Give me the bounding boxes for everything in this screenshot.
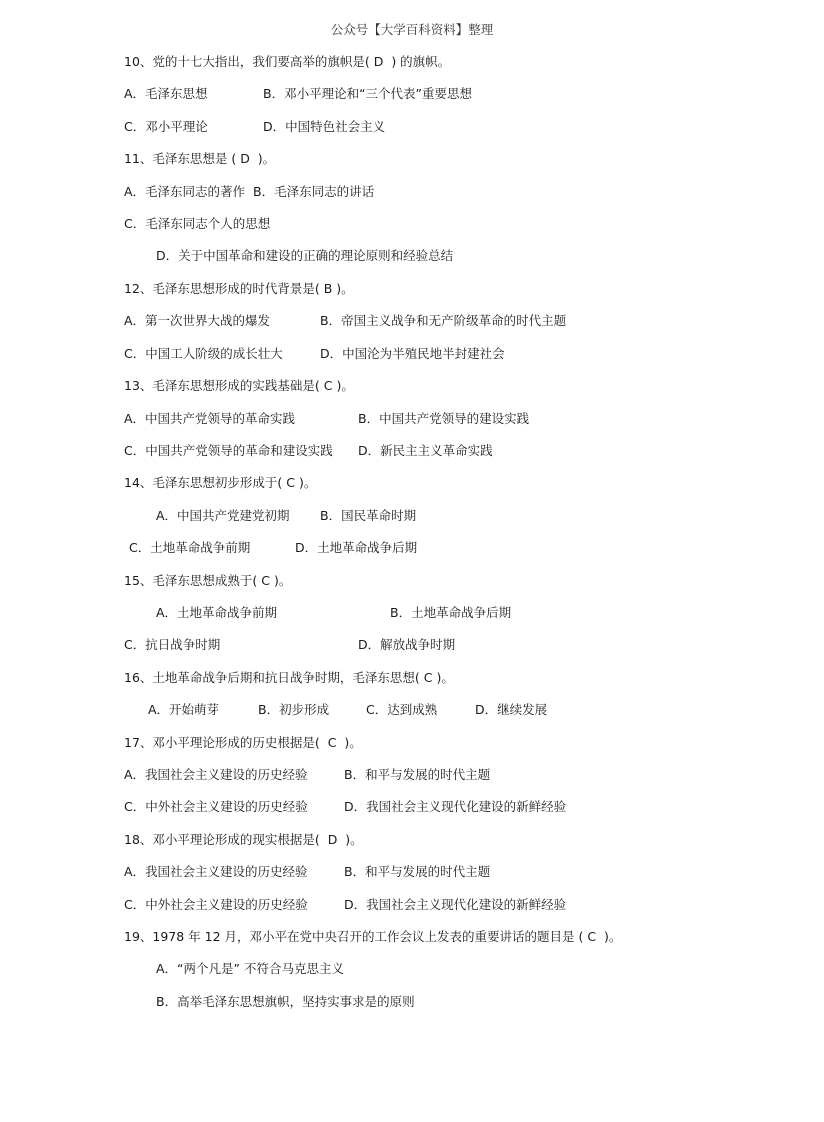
option-a: A．中国共产党建党初期 xyxy=(156,508,290,523)
question-13: 13、毛泽东思想形成的实践基础是( C )。 xyxy=(124,378,354,393)
option-c: C．中外社会主义建设的历史经验 xyxy=(124,799,308,814)
option-c: C．邓小平理论 xyxy=(124,119,208,134)
option-b: B．中国共产党领导的建设实践 xyxy=(358,411,530,426)
option-a: A．我国社会主义建设的历史经验 xyxy=(124,767,308,782)
option-a: A．“两个凡是” 不符合马克思主义 xyxy=(156,961,344,976)
option-a: A．开始萌芽 xyxy=(148,702,220,717)
question-14: 14、毛泽东思想初步形成于( C )。 xyxy=(124,475,317,490)
question-19: 19、1978 年 12 月，邓小平在党中央召开的工作会议上发表的重要讲话的题目是 ( C )。 xyxy=(124,929,622,944)
option-b: B．初步形成 xyxy=(258,702,330,717)
question-12: 12、毛泽东思想形成的时代背景是( B )。 xyxy=(124,281,354,296)
option-b: B．土地革命战争后期 xyxy=(390,605,512,620)
option-a: A．第一次世界大战的爆发 xyxy=(124,313,271,328)
option-d: D．我国社会主义现代化建设的新鲜经验 xyxy=(344,799,567,814)
option-b: B．和平与发展的时代主题 xyxy=(344,864,491,879)
option-b: B．帝国主义战争和无产阶级革命的时代主题 xyxy=(320,313,567,328)
option-c: C．中国共产党领导的革命和建设实践 xyxy=(124,443,333,458)
option-d: D．土地革命战争后期 xyxy=(295,540,418,555)
question-16: 16、土地革命战争后期和抗日战争时期，毛泽东思想( C )。 xyxy=(124,670,454,685)
question-17: 17、邓小平理论形成的历史根据是( C )。 xyxy=(124,735,362,750)
option-a: A．毛泽东思想 xyxy=(124,86,208,101)
option-d: D．解放战争时期 xyxy=(358,637,456,652)
option-c: C．毛泽东同志个人的思想 xyxy=(124,216,271,231)
option-c: C．中外社会主义建设的历史经验 xyxy=(124,897,308,912)
option-b: B．高举毛泽东思想旗帜，坚持实事求是的原则 xyxy=(156,994,415,1009)
option-c: C．中国工人阶级的成长壮大 xyxy=(124,346,283,361)
option-a: A．中国共产党领导的革命实践 xyxy=(124,411,296,426)
option-c: C．土地革命战争前期 xyxy=(129,540,251,555)
question-11: 11、毛泽东思想是 ( D )。 xyxy=(124,151,276,166)
option-a: A．我国社会主义建设的历史经验 xyxy=(124,864,308,879)
option-d: D．中国沦为半殖民地半封建社会 xyxy=(320,346,505,361)
option-b: B．和平与发展的时代主题 xyxy=(344,767,491,782)
option-b: B．国民革命时期 xyxy=(320,508,417,523)
question-10: 10、党的十七大指出，我们要高举的旗帜是( D ) 的旗帜。 xyxy=(124,54,451,69)
option-c: C．抗日战争时期 xyxy=(124,637,221,652)
option-d: D．我国社会主义现代化建设的新鲜经验 xyxy=(344,897,567,912)
option-b: B．邓小平理论和“三个代表”重要思想 xyxy=(263,86,473,101)
question-15: 15、毛泽东思想成熟于( C )。 xyxy=(124,573,292,588)
option-ab: A．毛泽东同志的著作 B．毛泽东同志的讲话 xyxy=(124,184,375,199)
option-c: C．达到成熟 xyxy=(366,702,438,717)
option-d: D．中国特色社会主义 xyxy=(263,119,386,134)
option-d: D．关于中国革命和建设的正确的理论原则和经验总结 xyxy=(156,248,454,263)
page-header: 公众号【大学百科资料】整理 xyxy=(330,22,494,37)
option-a: A．土地革命战争前期 xyxy=(156,605,278,620)
option-d: D．继续发展 xyxy=(475,702,548,717)
question-18: 18、邓小平理论形成的现实根据是( D )。 xyxy=(124,832,363,847)
option-d: D．新民主主义革命实践 xyxy=(358,443,493,458)
